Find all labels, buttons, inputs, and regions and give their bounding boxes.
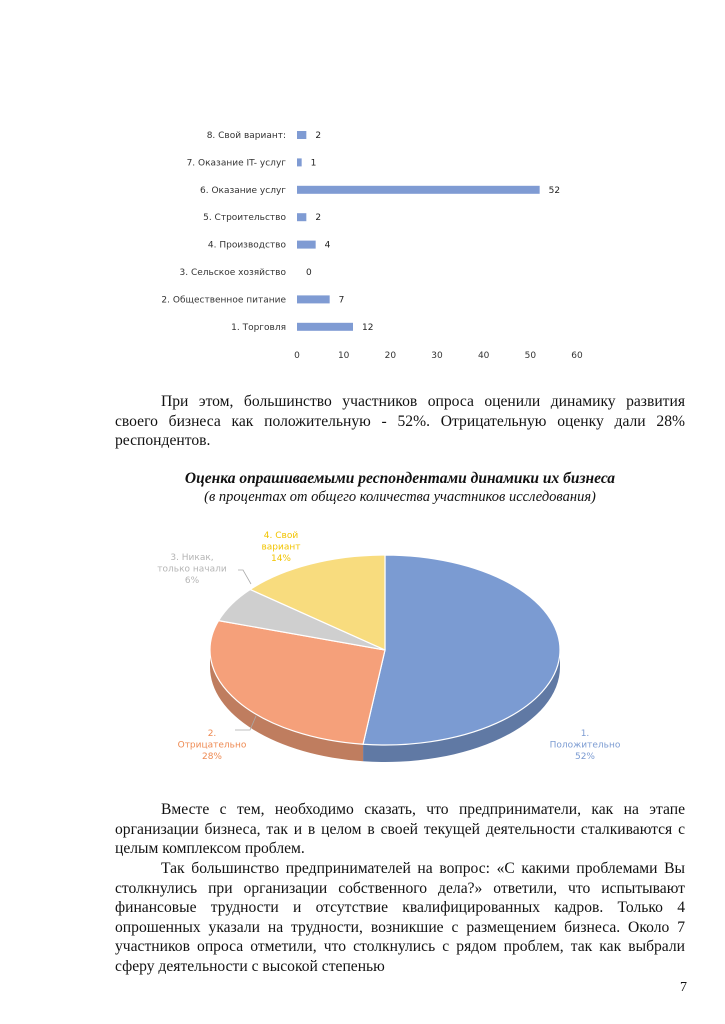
bar-value-label: 0: [306, 268, 312, 278]
page-number: 7: [680, 980, 687, 995]
pie-percent-label: 14%: [270, 554, 292, 564]
bar: [297, 295, 330, 303]
x-tick-label: 40: [477, 350, 490, 361]
x-tick-label: 60: [571, 350, 583, 361]
pie-category-label: только начали: [157, 564, 227, 575]
pie-chart: [150, 520, 620, 785]
bar-category-label: 5. Строительство: [203, 213, 286, 224]
bar-category-label: 6. Оказание услуг: [200, 185, 286, 196]
bar: [297, 213, 306, 221]
pie-chart-subtitle: (в процентах от общего количества участников исследования): [204, 489, 596, 505]
bar: [297, 186, 540, 194]
pie-category-label: 4. Свой: [263, 531, 299, 541]
bar: [297, 131, 306, 139]
bar-category-label: 2. Общественное питание: [161, 295, 286, 306]
pie-category-label: 3. Никак,: [170, 553, 214, 563]
pie-percent-label: 28%: [201, 752, 223, 762]
bar-value-label: 2: [315, 213, 322, 224]
x-tick-label: 20: [384, 350, 397, 361]
bar-chart: [0, 110, 725, 370]
pie-category-label: Отрицательно: [177, 740, 247, 751]
bar-value-label: 2: [315, 131, 322, 141]
pie-percent-label: 52%: [574, 752, 596, 762]
bar-category-label: 3. Сельское хозяйство: [179, 268, 286, 278]
pie-percent-label: 6%: [184, 576, 200, 586]
bar: [297, 158, 302, 166]
bar-value-label: 4: [324, 240, 331, 251]
pie-slices: [207, 555, 560, 745]
pie-leader-line: [238, 570, 251, 584]
paragraph-problems-intro: Вместе с тем, необходимо сказать, что предприниматели, как на этапе организации бизнеса, так и в целом в своей текущей деятельности сталкиваются с целым комплексом проблем.: [115, 801, 685, 857]
bar-category-label: 7. Оказание IT- услуг: [186, 158, 286, 169]
bar-category-label: 8. Свой вариант:: [206, 131, 286, 141]
pie-category-label: 1.: [580, 729, 590, 739]
bar: [297, 323, 353, 331]
bar-value-label: 52: [548, 185, 561, 196]
bar-value-label: 1: [310, 158, 317, 169]
paragraph-problems-detail: Так большинство предпринимателей на вопрос: «С какими проблемами Вы столкнулись при организации собственного дела?» ответили, что испытывают финансовые трудности и отсутствие квалифицированных кадров. Только 4 опрошенных указали на трудности, возникшие с размещением бизнеса. Около 7 участников опроса отметили, что столкнулись с рядом проблем, так как выбрали сферу деятельности с высокой степенью: [115, 860, 685, 975]
paragraph-dynamics: При этом, большинство участников опроса оценили динамику развития своего бизнеса как положительную - 52%. Отрицательную оценку дали 28% респондентов.: [115, 393, 685, 449]
bar-category-label: 4. Производство: [207, 240, 286, 251]
pie-category-label: вариант: [261, 542, 301, 553]
pie-category-label: Положительно: [549, 740, 620, 751]
bar: [297, 241, 316, 249]
x-tick-label: 10: [337, 350, 350, 361]
pie-category-label: 2.: [207, 729, 217, 739]
bar-value-label: 12: [362, 322, 374, 333]
bar-category-label: 1. Торговля: [231, 322, 286, 333]
pie-chart-title: Оценка опрашиваемыми респондентами динамики их бизнеса: [184, 470, 616, 487]
x-tick-label: 30: [431, 350, 443, 361]
x-tick-label: 0: [294, 350, 300, 361]
bar-value-label: 7: [338, 295, 345, 306]
x-tick-label: 50: [524, 350, 537, 361]
